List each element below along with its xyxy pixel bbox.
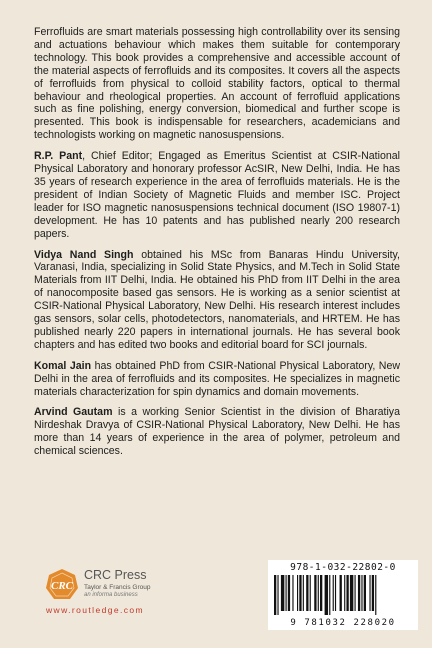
author-name: Komal Jain bbox=[34, 359, 92, 372]
author-bio-text: has obtained PhD from CSIR-National Physical Laboratory, New Delhi in the area of ferrofluids and its composites. He specializes in magnetic materials characterization for spin dynamics and domain movements. bbox=[34, 359, 400, 398]
publisher-group: Taylor & Francis Group bbox=[84, 584, 151, 591]
author-bio bbox=[34, 406, 400, 458]
barcode-bar bbox=[306, 575, 308, 611]
barcode-bar bbox=[355, 575, 356, 611]
barcode-bar bbox=[346, 575, 348, 611]
author-name: Vidya Nand Singh bbox=[34, 248, 134, 261]
author-name: Arvind Gautam bbox=[34, 406, 113, 419]
author-bio-text: obtained his MSc from Banaras Hindu University, Varanasi, India, specializing in Solid State Physics, and M.Tech in Solid State Materials from IIT Delhi, India. He obtained his PhD from IIT Delhi in the area of nanocomposite based gas sensors. He is working as a senior scientist at CSIR-National Physical Laboratory, New Delhi. His research interest includes gas sensors, solar cells, photodetectors, nanomaterials, and HRTEM. He has published nearly 220 papers in international journals. He has several book chapters and has edited two books and editorial board for SCI journals. bbox=[34, 248, 400, 351]
barcode-bar bbox=[335, 575, 336, 611]
barcode-bar bbox=[375, 575, 376, 615]
isbn-barcode bbox=[268, 560, 418, 630]
barcode-bar bbox=[350, 575, 353, 611]
barcode-bar bbox=[361, 575, 362, 611]
barcode-bar bbox=[292, 575, 293, 611]
barcode-bar bbox=[320, 575, 322, 611]
barcode-bar bbox=[303, 575, 304, 611]
author-bio-text: is a working Senior Scientist in the division of Bharatiya Nirdeshak Dravya of CSIR-National Physical Laboratory, New Delhi. He has more than 14 years of experience in the area of polymer, petroleum and chemical sciences. bbox=[34, 406, 400, 458]
barcode-bar bbox=[310, 575, 311, 611]
barcode-bar bbox=[288, 575, 290, 611]
barcode-bar bbox=[364, 575, 366, 611]
barcode-bar bbox=[299, 575, 301, 611]
barcode-bar bbox=[318, 575, 319, 611]
publisher-subtitle: an informa business bbox=[84, 592, 138, 598]
barcode-bar bbox=[358, 575, 360, 611]
author-name: R.P. Pant bbox=[34, 150, 83, 163]
barcode-bar bbox=[369, 575, 370, 611]
author-bio bbox=[34, 150, 400, 240]
barcode-bar bbox=[344, 575, 345, 611]
barcode-bar bbox=[333, 575, 334, 611]
crc-logo-icon bbox=[44, 567, 80, 603]
barcode-bar bbox=[274, 575, 276, 615]
barcode-bar bbox=[340, 575, 342, 611]
barcode-bar bbox=[297, 575, 298, 611]
isbn-number: 978-1-032-22802-0 bbox=[290, 562, 396, 573]
isbn-digits: 9 781032 228020 bbox=[290, 618, 396, 628]
back-cover-text bbox=[34, 26, 400, 466]
publisher-name: CRC Press bbox=[84, 568, 147, 582]
author-bio bbox=[34, 249, 400, 352]
logo-text: CRC bbox=[50, 580, 74, 592]
author-bio-text: , Chief Editor; Engaged as Emeritus Scientist at CSIR-National Physical Laboratory and honorary professor AcSIR, New Delhi, India. He has 35 years of research experience in the area of ferrofluids materials. He is the president of Indian Society of Magnetic Fluids and member ISC. Project leader for ISO magnetic nanosuspensions technical document (ISO 19807-1) development. He has 10 patents and has published nearly 200 research papers. bbox=[34, 150, 400, 240]
barcode-bar bbox=[372, 575, 374, 611]
barcode-bar bbox=[281, 575, 284, 611]
barcode-bar bbox=[277, 575, 278, 615]
barcode-bar bbox=[329, 575, 330, 615]
publisher-website: www.routledge.com bbox=[46, 605, 144, 615]
barcode-bar bbox=[314, 575, 316, 611]
barcode-graphic bbox=[274, 575, 412, 615]
barcode-bar bbox=[286, 575, 287, 611]
author-bio bbox=[34, 360, 400, 399]
book-blurb: Ferrofluids are smart materials possessing high controllability over its sensing and actuations behaviour which makes them suitable for contemporary technology. This book provides a comprehensive and accessible account of the material aspects of ferrofluids and its composites. It covers all the aspects of ferrofluids from physical to colloid stability factors, optical to thermal behaviour and rheological properties. An account of ferrofluid applications such as fine polishing, energy conversion, biomedical and further scope is presented. This book is indispensable for researchers, academicians and technologists working on magnetic nanosuspensions. bbox=[34, 26, 400, 142]
barcode-bar bbox=[325, 575, 328, 615]
